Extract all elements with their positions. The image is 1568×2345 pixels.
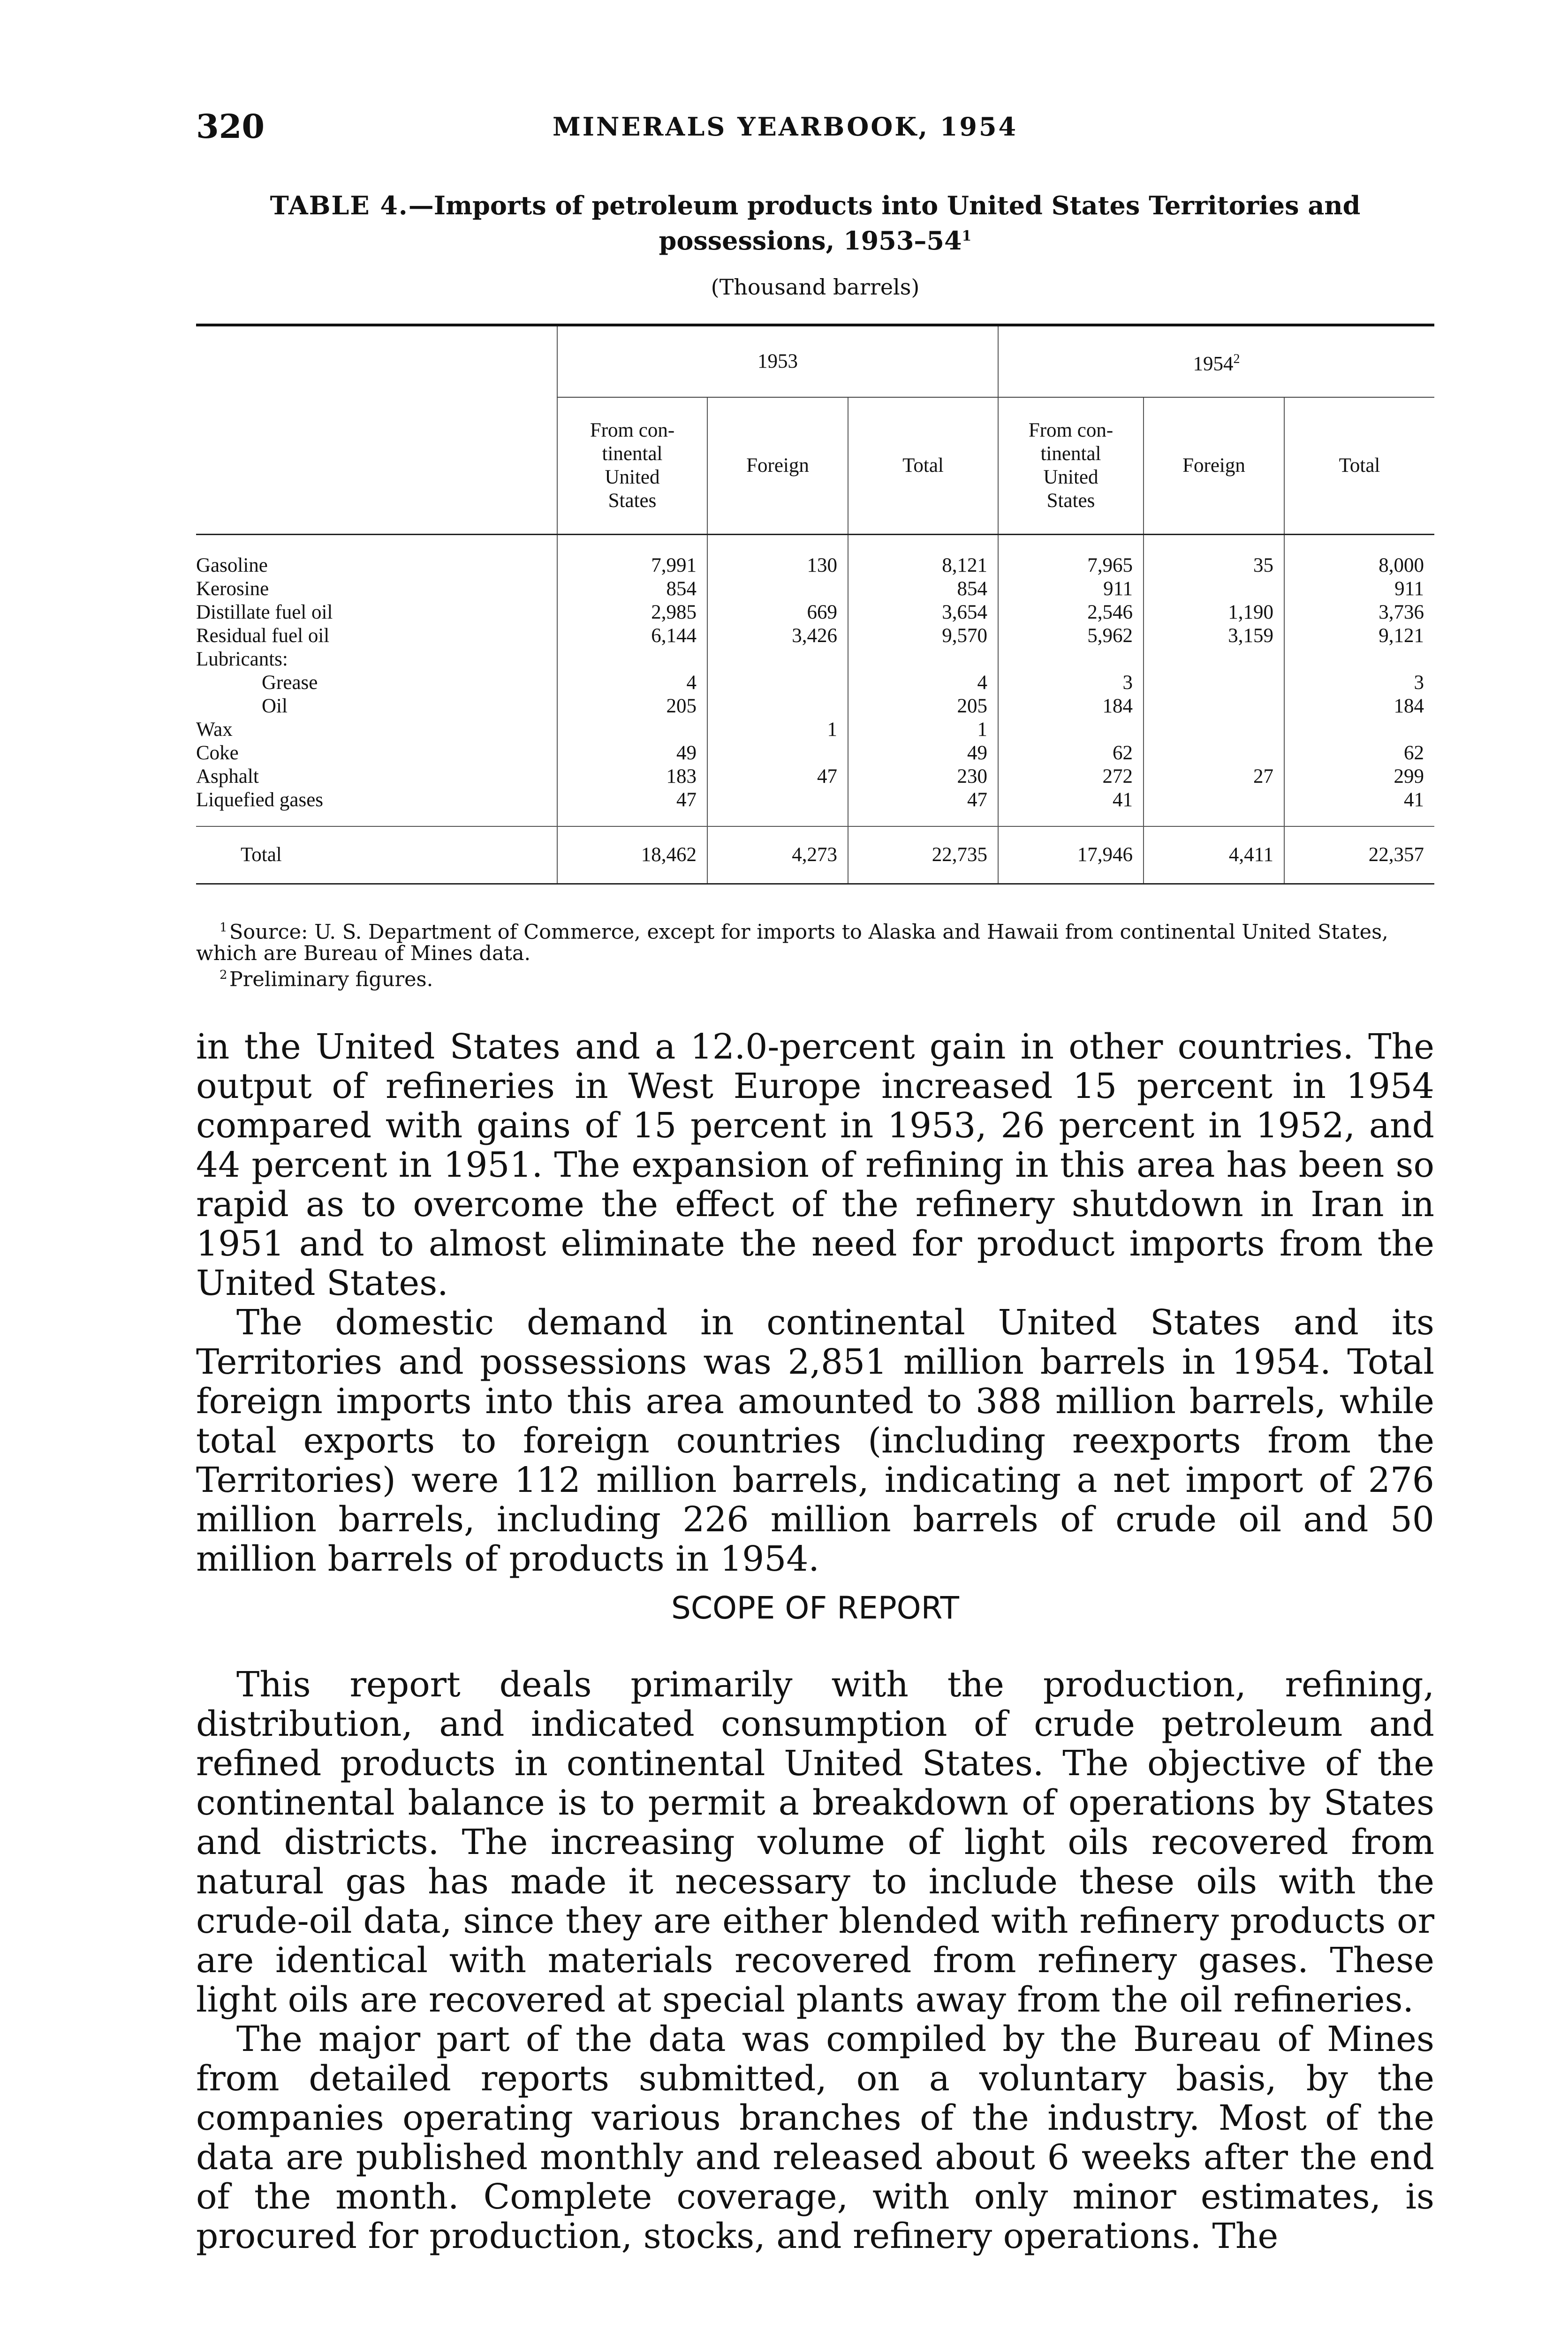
- table-cell: 62: [998, 741, 1144, 765]
- running-head: MINERALS YEARBOOK, 1954: [553, 112, 1018, 142]
- row-label: Gasoline: [196, 554, 268, 576]
- total-cell: 22,357: [1284, 826, 1434, 884]
- table-cell: [848, 648, 998, 671]
- table-cell: [557, 718, 707, 741]
- table-cell: 184: [1284, 695, 1434, 718]
- table-cell: [1144, 671, 1284, 695]
- table-row: [196, 765, 1434, 788]
- total-label: Total: [196, 826, 557, 884]
- table-cell: 3,426: [707, 624, 848, 648]
- table-title-line2: possessions, 1953–54: [659, 226, 962, 256]
- table-cell: 1: [848, 718, 998, 741]
- row-label: Grease: [262, 672, 318, 694]
- table-cell: [1144, 741, 1284, 765]
- table-cell: 205: [848, 695, 998, 718]
- table-row: [196, 718, 1434, 741]
- year-header-row: [196, 326, 1434, 397]
- table-label: TABLE 4.: [270, 190, 409, 220]
- table-cell: 3,159: [1144, 624, 1284, 648]
- row-label: Residual fuel oil: [196, 625, 330, 647]
- table-title-line1: —Imports of petroleum products into United States Territories and: [408, 190, 1361, 220]
- table-cell: [707, 695, 848, 718]
- table-cell: 854: [848, 577, 998, 601]
- table-cell: [557, 648, 707, 671]
- paragraph-2: The domestic demand in continental United States and its Territories and possessions was 2,851 million barrels in 1954. Total foreign imports into this area amounted to 388 million barrels, while total exports to foreign countries (including reexports from the Territories) were 112 million barrels, indicating a net import of 276 million barrels, including 226 million barrels of crude oil and 50 million barrels of products in 1954.: [196, 1302, 1434, 1579]
- table-cell: 47: [848, 788, 998, 826]
- table-cell: 1: [707, 718, 848, 741]
- table-cell: 3,654: [848, 601, 998, 624]
- row-label: Coke: [196, 742, 239, 764]
- imports-table: [196, 324, 1434, 885]
- stub-header: [196, 326, 557, 535]
- paragraph-1: in the United States and a 12.0-percent gain in other countries. The output of refineries in West Europe increased 15 percent in 1954 compared with gains of 15 percent in 1953, 26 percent in 1952, and 44 percent in 1951. The expansion of refining in this area has been so rapid as to overcome the effect of the refinery shutdown in Iran in 1951 and to almost eliminate the need for product imports from the United States.: [196, 1027, 1434, 1303]
- table-title-footnote-mark: 1: [962, 228, 972, 244]
- table-row: [196, 624, 1434, 648]
- section-heading: SCOPE OF REPORT: [671, 1590, 959, 1626]
- total-cell: 17,946: [998, 826, 1144, 884]
- table-cell: 669: [707, 601, 848, 624]
- table-cell: 2,985: [557, 601, 707, 624]
- row-label: Lubricants:: [196, 648, 288, 670]
- table-row: [196, 577, 1434, 601]
- table-cell: 183: [557, 765, 707, 788]
- row-label: Wax: [196, 719, 233, 741]
- table-cell: [998, 718, 1144, 741]
- table-cell: 4: [848, 671, 998, 695]
- table-cell: [707, 741, 848, 765]
- total-cell: 22,735: [848, 826, 998, 884]
- table-cell: 3: [1284, 671, 1434, 695]
- table-cell: 230: [848, 765, 998, 788]
- row-label: Kerosine: [196, 578, 269, 600]
- table-cell: 7,991: [557, 535, 707, 577]
- table-cell: [1144, 718, 1284, 741]
- table-row: [196, 671, 1434, 695]
- table-cell: [1144, 648, 1284, 671]
- body-text: [196, 1027, 1434, 1579]
- table-cell: 1,190: [1144, 601, 1284, 624]
- col-header-foreign-1954: Foreign: [1144, 397, 1284, 535]
- table-cell: [998, 648, 1144, 671]
- table-cell: 299: [1284, 765, 1434, 788]
- col-header-total-1953: Total: [848, 397, 998, 535]
- col-header-foreign-1953: Foreign: [707, 397, 848, 535]
- year-header-1954: 1954$^2$: [998, 326, 1434, 397]
- table-cell: 272: [998, 765, 1144, 788]
- page-number: 320: [196, 107, 265, 146]
- table-cell: 4: [557, 671, 707, 695]
- table-cell: 41: [998, 788, 1144, 826]
- table-cell: 205: [557, 695, 707, 718]
- table-cell: 5,962: [998, 624, 1144, 648]
- table-cell: [707, 671, 848, 695]
- table-cell: 41: [1284, 788, 1434, 826]
- table-cell: 2,546: [998, 601, 1144, 624]
- total-cell: 4,273: [707, 826, 848, 884]
- col-header-total-1954: Total: [1284, 397, 1434, 535]
- table-cell: 49: [848, 741, 998, 765]
- table-footnotes: [196, 917, 1434, 991]
- table-cell: [1284, 718, 1434, 741]
- table-row: [196, 535, 1434, 577]
- table-cell: [1284, 648, 1434, 671]
- footnote-2: $^2$ Preliminary figures.: [220, 968, 433, 991]
- row-label: Asphalt: [196, 765, 259, 787]
- table-cell: 8,000: [1284, 535, 1434, 577]
- row-label: Liquefied gases: [196, 789, 324, 811]
- table-row: [196, 601, 1434, 624]
- table-cell: [1144, 577, 1284, 601]
- table-cell: 7,965: [998, 535, 1144, 577]
- table-cell: 47: [707, 765, 848, 788]
- table-cell: 854: [557, 577, 707, 601]
- table-cell: 9,570: [848, 624, 998, 648]
- table-cell: 3: [998, 671, 1144, 695]
- table-bottom-rule: [196, 884, 1434, 885]
- table-cell: 62: [1284, 741, 1434, 765]
- paragraph-3: This report deals primarily with the production, refining, distribution, and indicated consumption of crude petroleum and refined products in continental United States. The objective of the continental balance is to permit a breakdown of operations by States and districts. The increasing volume of light oils recovered from natural gas has made it necessary to include these oils with the crude-oil data, since they are either blended with refinery products or are identical with materials recovered from refinery gases. These light oils are recovered at special plants away from the oil refineries.: [196, 1664, 1434, 2020]
- table-cell: 8,121: [848, 535, 998, 577]
- table-cell: 6,144: [557, 624, 707, 648]
- table-cell: 35: [1144, 535, 1284, 577]
- table-row: [196, 788, 1434, 826]
- table-cell: 49: [557, 741, 707, 765]
- table-cell: [707, 648, 848, 671]
- total-row: [196, 826, 1434, 884]
- table-row: [196, 648, 1434, 671]
- table-cell: [707, 577, 848, 601]
- table-cell: 3,736: [1284, 601, 1434, 624]
- table-row: [196, 741, 1434, 765]
- table-cell: 184: [998, 695, 1144, 718]
- year-footnote-mark: 2: [1233, 351, 1240, 366]
- footnote-1: $^1$ Source: U. S. Department of Commerce, except for imports to Alaska and Hawaii from continental United States, which are Bureau of Mines data.: [196, 920, 1388, 966]
- total-cell: 18,462: [557, 826, 707, 884]
- table-cell: 911: [998, 577, 1144, 601]
- row-label: Oil: [262, 695, 288, 717]
- total-cell: 4,411: [1144, 826, 1284, 884]
- table-cell: 9,121: [1284, 624, 1434, 648]
- table-row: [196, 695, 1434, 718]
- body-text-scope: [196, 1665, 1434, 2256]
- table-cell: 911: [1284, 577, 1434, 601]
- year-header-1953: 1953: [557, 326, 998, 397]
- table-caption: [196, 190, 1434, 256]
- table-cell: 47: [557, 788, 707, 826]
- table-cell: 27: [1144, 765, 1284, 788]
- table-units: (Thousand barrels): [711, 274, 920, 300]
- table-cell: 130: [707, 535, 848, 577]
- paragraph-4: The major part of the data was compiled by the Bureau of Mines from detailed reports submitted, on a voluntary basis, by the companies operating various branches of the industry. Most of the data are published monthly and released about 6 weeks after the end of the month. Complete coverage, with only minor estimates, is procured for production, stocks, and refinery operations. The: [196, 2019, 1434, 2256]
- table-cell: [707, 788, 848, 826]
- col-header-from-continental-1954: From con- tinental United States: [998, 397, 1144, 535]
- row-label: Distillate fuel oil: [196, 601, 333, 623]
- col-header-from-continental-1953: From con- tinental United States: [557, 397, 707, 535]
- table-cell: [1144, 695, 1284, 718]
- table-cell: [1144, 788, 1284, 826]
